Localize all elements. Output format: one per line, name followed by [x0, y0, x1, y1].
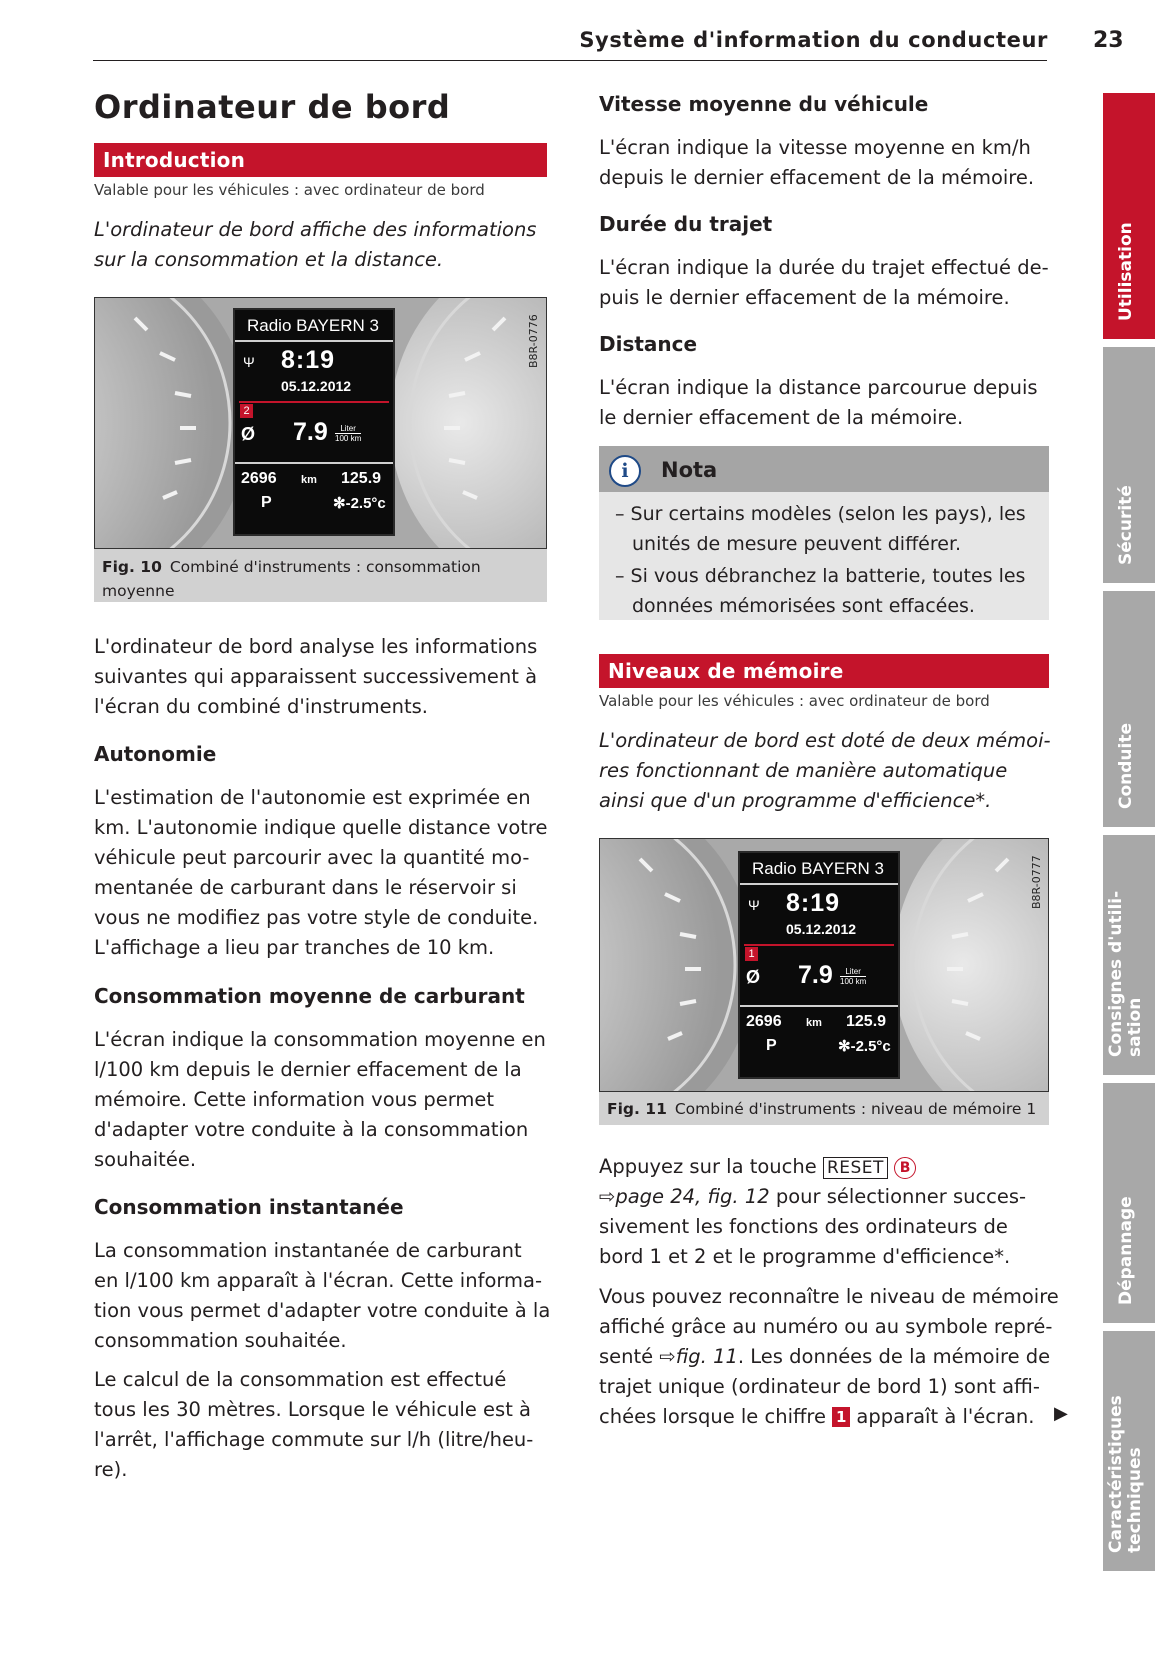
display-divider: [235, 340, 393, 342]
antenna-icon: Ψ: [748, 897, 760, 913]
odometer-unit: km: [806, 1017, 822, 1029]
consumption-unit: Liter 100 km: [840, 967, 867, 986]
odometer-value: 2696: [241, 470, 277, 487]
subheading-duree: Durée du trajet: [599, 212, 773, 236]
paragraph-distance: L'écran indique la distance parcourue depuis le dernier effacement de la mémoire.: [599, 376, 1038, 429]
display-divider-2: [235, 462, 393, 464]
info-icon: i: [609, 455, 641, 487]
subheading-conso-moyenne: Consommation moyenne de carburant: [94, 984, 525, 1008]
memory-badge: 2: [240, 404, 253, 418]
memory-badge: 1: [745, 947, 758, 961]
tab-securite[interactable]: [1103, 347, 1155, 583]
antenna-icon: Ψ: [243, 354, 255, 370]
continue-arrow-icon: ▶: [1054, 1403, 1068, 1424]
validity-note: Valable pour les véhicules : avec ordinateur de bord: [94, 181, 485, 199]
figure-11: [599, 838, 1049, 1125]
instrument-cluster-image: [599, 838, 1049, 1092]
running-header: Système d'information du conducteur: [579, 28, 1048, 52]
paragraph-reconnaitre: Vous pouvez reconnaître le niveau de mémoire affiché grâce au numéro ou au symbole repré- senté ⇨fig. 11. Les données de la mémoire de trajet unique (ordinateur de bord 1) sont affi- chées lorsque le chiffre 1 apparaît à l'écran.: [599, 1285, 1059, 1428]
tab-label: Consignes d'utili- sation: [1106, 890, 1145, 1057]
page-number: 23: [1093, 28, 1124, 53]
display-date: 05.12.2012: [281, 378, 352, 394]
display-divider: [740, 883, 898, 885]
tab-depannage[interactable]: [1103, 1083, 1155, 1323]
tab-caracteristiques[interactable]: [1103, 1331, 1155, 1571]
nota-title: Nota: [661, 458, 718, 482]
gear-indicator: P: [261, 494, 272, 511]
tab-label: Dépannage: [1116, 1196, 1136, 1305]
average-symbol: Ø: [241, 424, 256, 444]
tab-label: Caractéristiques techniques: [1106, 1395, 1145, 1553]
consumption-value: 7.9: [798, 961, 833, 989]
clock-time: 8:19: [281, 346, 336, 374]
display-divider-2: [740, 1005, 898, 1007]
tab-label: Conduite: [1116, 722, 1136, 809]
paragraph-conso-instant: La consommation instantanée de carburant en l/100 km apparaît à l'écran. Cette informa- tion vous permet d'adapter votre conduite à la consommation souhaitée.: [94, 1239, 551, 1352]
odometer-value: 2696: [746, 1013, 782, 1030]
nota-item: – Sur certains modèles (selon les pays), les unités de mesure peuvent différer.: [615, 503, 1026, 555]
paragraph-vitesse: L'écran indique la vitesse moyenne en km/h depuis le dernier effacement de la mémoire.: [599, 136, 1035, 189]
memory-bar: [744, 944, 894, 946]
subheading-vitesse: Vitesse moyenne du véhicule: [599, 92, 929, 116]
trip-value: 125.9: [341, 470, 382, 487]
tab-consignes[interactable]: [1103, 835, 1155, 1075]
trip-value: 125.9: [846, 1013, 887, 1030]
intro-lead: L'ordinateur de bord affiche des informations sur la consommation et la distance.: [94, 218, 537, 271]
gear-indicator: P: [766, 1037, 777, 1054]
paragraph-calcul: Le calcul de la consommation est effectué tous les 30 mètres. Lorsque le véhicule est à l'arrêt, l'affichage commute sur l/h (litre/heu- re).: [94, 1368, 534, 1481]
nota-box: [599, 446, 1049, 620]
tab-utilisation[interactable]: [1103, 93, 1155, 339]
section-bar-niveaux: Niveaux de mémoire: [599, 654, 1049, 688]
reference-b-marker: B: [894, 1157, 916, 1179]
page-title: Ordinateur de bord: [94, 88, 451, 126]
figure-caption: Fig. 11 Combiné d'instruments : niveau de mémoire 1: [607, 1100, 1037, 1118]
page-reference-link[interactable]: ⇨page 24, fig. 12: [599, 1185, 770, 1208]
outside-temperature: ✻-2.5°c: [838, 1038, 891, 1055]
instrument-cluster-image: [94, 297, 547, 549]
cluster-display: [233, 308, 395, 536]
paragraph-analysis: L'ordinateur de bord analyse les informations suivantes qui apparaissent successivement à l'écran du combiné d'instruments.: [94, 635, 538, 718]
radio-station: Radio BAYERN 3: [752, 859, 884, 878]
nota-item: – Si vous débranchez la batterie, toutes les données mémorisées sont effacées.: [615, 565, 1026, 617]
consumption-value: 7.9: [293, 418, 328, 446]
clock-time: 8:19: [786, 889, 841, 917]
memory-bar: [239, 401, 389, 403]
paragraph-autonomie: L'estimation de l'autonomie est exprimée en km. L'autonomie indique quelle distance votre véhicule peut parcourir avec la quantité mo- mentanée de carburant dans le réservoir si vous ne modifiez pas votre style de conduite. L'affichage a lieu par tranches de 10 km.: [94, 786, 548, 959]
tab-label: Sécurité: [1116, 485, 1136, 565]
paragraph-conso-moyenne: L'écran indique la consommation moyenne en l/100 km depuis le dernier effacement de la mémoire. Cette information vous permet d'adapter votre conduite à la consommation souhaitée.: [94, 1028, 546, 1171]
header-rule: [93, 60, 1047, 61]
section-bar-introduction: Introduction: [94, 143, 547, 177]
tab-conduite[interactable]: [1103, 591, 1155, 827]
outside-temperature: ✻-2.5°c: [333, 495, 386, 512]
cluster-display: [738, 851, 900, 1079]
validity-note: Valable pour les véhicules : avec ordinateur de bord: [599, 692, 990, 710]
display-date: 05.12.2012: [786, 921, 857, 937]
figure-10: [94, 297, 547, 602]
figure-reference-link[interactable]: ⇨fig. 11: [659, 1345, 738, 1368]
figure-code: B8R-0777: [1030, 855, 1043, 909]
paragraph-appuyez: Appuyez sur la touche RESET B ⇨page 24, fig. 12 pour sélectionner succes- sivement les fonctions des ordinateurs de bord 1 et 2 et le programme d'efficience*.: [599, 1155, 1027, 1268]
radio-station: Radio BAYERN 3: [247, 316, 379, 335]
tab-label: Utilisation: [1116, 222, 1136, 321]
average-symbol: Ø: [746, 967, 761, 987]
odometer-unit: km: [301, 474, 317, 486]
niveaux-lead: L'ordinateur de bord est doté de deux mémoi- res fonctionnant de manière automatique ainsi que d'un programme d'efficience*.: [599, 729, 1051, 812]
figure-caption: Fig. 10 Combiné d'instruments : consommation moyenne: [102, 558, 481, 600]
consumption-unit: Liter 100 km: [335, 424, 362, 443]
subheading-distance: Distance: [599, 332, 698, 356]
subheading-conso-instant: Consommation instantanée: [94, 1195, 404, 1219]
figure-code: B8R-0776: [527, 314, 540, 368]
memory-number-badge: 1: [832, 1407, 850, 1427]
subheading-autonomie: Autonomie: [94, 742, 217, 766]
reset-key: RESET: [823, 1157, 888, 1179]
paragraph-duree: L'écran indique la durée du trajet effectué de- puis le dernier effacement de la mémoire.: [599, 256, 1049, 309]
nota-header: [599, 446, 1049, 492]
